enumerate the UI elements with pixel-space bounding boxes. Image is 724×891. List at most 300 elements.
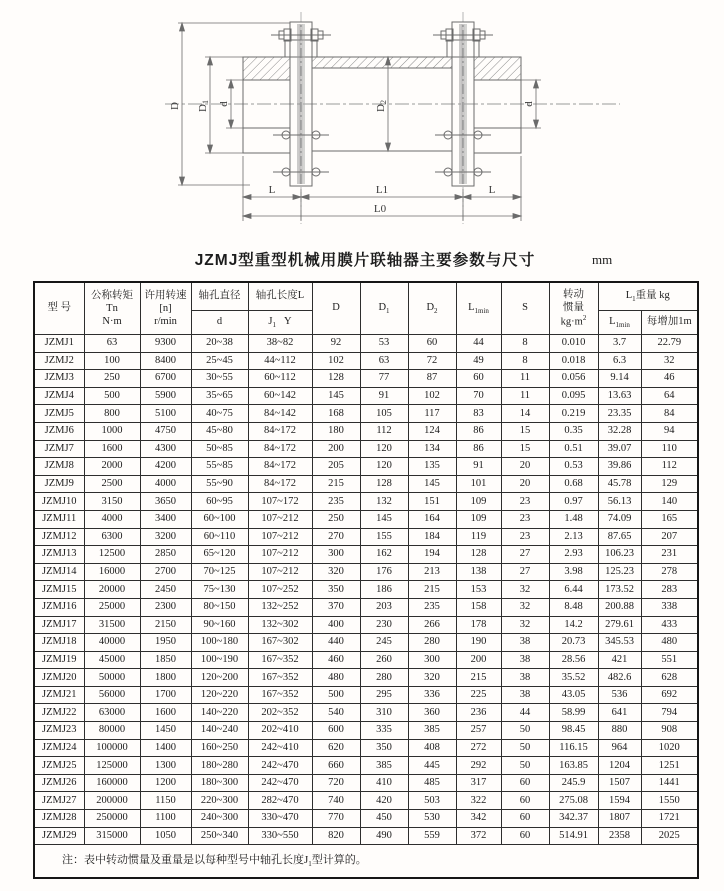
value-cell: 235	[408, 598, 456, 616]
value-cell: 250~340	[191, 827, 248, 845]
value-cell: 0.51	[549, 440, 598, 458]
value-cell: 1100	[140, 810, 191, 828]
model-cell: JZMJ4	[34, 387, 84, 405]
value-cell: 27	[501, 546, 549, 564]
value-cell: 1.48	[549, 510, 598, 528]
header-D: D	[312, 282, 360, 335]
value-cell: 60~110	[191, 528, 248, 546]
value-cell: 40~75	[191, 405, 248, 423]
value-cell: 38	[501, 634, 549, 652]
value-cell: 315000	[84, 827, 140, 845]
value-cell: 3200	[140, 528, 191, 546]
header-speed	[140, 282, 191, 335]
value-cell: 215	[408, 581, 456, 599]
value-cell: 295	[360, 686, 408, 704]
value-cell: 49	[456, 352, 501, 370]
value-cell: 8400	[140, 352, 191, 370]
value-cell: 138	[456, 563, 501, 581]
value-cell: 242~410	[248, 739, 312, 757]
value-cell: 240~300	[191, 810, 248, 828]
value-cell: 1150	[140, 792, 191, 810]
value-cell: 9.14	[598, 370, 641, 388]
value-cell: 110	[641, 440, 698, 458]
table-row	[34, 598, 698, 616]
value-cell: 23	[501, 493, 549, 511]
value-cell: 310	[360, 704, 408, 722]
value-cell: 279.61	[598, 616, 641, 634]
value-cell: 360	[408, 704, 456, 722]
model-cell: JZMJ18	[34, 634, 84, 652]
value-cell: 120~220	[191, 686, 248, 704]
dimension-labels	[169, 100, 535, 215]
value-cell: 101	[456, 475, 501, 493]
dim-label-L0: L0	[373, 203, 387, 215]
header-inertia	[549, 282, 598, 335]
value-cell: 1450	[140, 722, 191, 740]
value-cell: 4200	[140, 458, 191, 476]
value-cell: 176	[360, 563, 408, 581]
value-cell: 20	[501, 458, 549, 476]
value-cell: 0.97	[549, 493, 598, 511]
value-cell: 3.7	[598, 335, 641, 353]
value-cell: 30~55	[191, 370, 248, 388]
value-cell: 205	[312, 458, 360, 476]
value-cell: 207	[641, 528, 698, 546]
model-cell: JZMJ1	[34, 335, 84, 353]
value-cell: 514.91	[549, 827, 598, 845]
value-cell: 2150	[140, 616, 191, 634]
value-cell: 8	[501, 335, 549, 353]
model-cell: JZMJ13	[34, 546, 84, 564]
table-row	[34, 352, 698, 370]
value-cell: 23	[501, 528, 549, 546]
value-cell: 117	[408, 405, 456, 423]
value-cell: 292	[456, 757, 501, 775]
dim-label-L-left: L	[268, 184, 276, 196]
value-cell: 200	[456, 651, 501, 669]
value-cell: 6700	[140, 370, 191, 388]
value-cell: 50	[501, 722, 549, 740]
value-cell: 44~112	[248, 352, 312, 370]
model-cell: JZMJ20	[34, 669, 84, 687]
header-D1: $D_1$	[360, 282, 408, 335]
value-cell: 350	[360, 739, 408, 757]
value-cell: 32	[501, 581, 549, 599]
value-cell: 112	[360, 422, 408, 440]
value-cell: 190	[456, 634, 501, 652]
value-cell: 64	[641, 387, 698, 405]
model-cell: JZMJ22	[34, 704, 84, 722]
value-cell: 202~410	[248, 722, 312, 740]
value-cell: 98.45	[549, 722, 598, 740]
value-cell: 236	[456, 704, 501, 722]
value-cell: 60	[501, 792, 549, 810]
value-cell: 4300	[140, 440, 191, 458]
table-row	[34, 827, 698, 845]
value-cell: 0.68	[549, 475, 598, 493]
value-cell: 5100	[140, 405, 191, 423]
value-cell: 540	[312, 704, 360, 722]
value-cell: 1200	[140, 774, 191, 792]
value-cell: 740	[312, 792, 360, 810]
value-cell: 45.78	[598, 475, 641, 493]
value-cell: 56000	[84, 686, 140, 704]
value-cell: 145	[360, 510, 408, 528]
value-cell: 63	[84, 335, 140, 353]
model-cell: JZMJ2	[34, 352, 84, 370]
value-cell: 1300	[140, 757, 191, 775]
value-cell: 27	[501, 563, 549, 581]
value-cell: 1000	[84, 422, 140, 440]
value-cell: 250	[312, 510, 360, 528]
value-cell: 6.3	[598, 352, 641, 370]
value-cell: 14.2	[549, 616, 598, 634]
value-cell: 408	[408, 739, 456, 757]
table-row	[34, 528, 698, 546]
value-cell: 420	[360, 792, 408, 810]
value-cell: 60	[408, 335, 456, 353]
value-cell: 8.48	[549, 598, 598, 616]
value-cell: 16000	[84, 563, 140, 581]
value-cell: 132~302	[248, 616, 312, 634]
value-cell: 530	[408, 810, 456, 828]
value-cell: 32	[501, 598, 549, 616]
table-row	[34, 370, 698, 388]
model-cell: JZMJ25	[34, 757, 84, 775]
footnote: 注：表中转动惯量及重量是以每种型号中轴孔长度$J_1$型计算的。	[34, 845, 698, 879]
value-cell: 87	[408, 370, 456, 388]
value-cell: 173.52	[598, 581, 641, 599]
dim-label-D1: D1	[197, 100, 210, 112]
value-cell: 275.08	[549, 792, 598, 810]
value-cell: 60	[501, 774, 549, 792]
model-cell: JZMJ9	[34, 475, 84, 493]
value-cell: 120	[360, 458, 408, 476]
value-cell: 794	[641, 704, 698, 722]
value-cell: 440	[312, 634, 360, 652]
coupling-technical-drawing	[0, 0, 724, 248]
value-cell: 12500	[84, 546, 140, 564]
value-cell: 46	[641, 370, 698, 388]
value-cell: 0.53	[549, 458, 598, 476]
value-cell: 490	[360, 827, 408, 845]
value-cell: 87.65	[598, 528, 641, 546]
value-cell: 350	[312, 581, 360, 599]
value-cell: 63	[360, 352, 408, 370]
value-cell: 482.6	[598, 669, 641, 687]
header-inertia-unit: $kg\cdot m^2$	[560, 314, 587, 328]
value-cell: 1251	[641, 757, 698, 775]
unit-label: mm	[592, 252, 613, 267]
value-cell: 70~125	[191, 563, 248, 581]
value-cell: 4000	[140, 475, 191, 493]
value-cell: 200.88	[598, 598, 641, 616]
dim-label-D2: D2	[375, 100, 388, 112]
value-cell: 109	[456, 493, 501, 511]
table-row	[34, 422, 698, 440]
value-cell: 480	[312, 669, 360, 687]
value-cell: 400	[312, 616, 360, 634]
value-cell: 20~38	[191, 335, 248, 353]
value-cell: 32.28	[598, 422, 641, 440]
header-weight-l1min: $L_{1min}$	[598, 311, 641, 335]
value-cell: 60	[456, 370, 501, 388]
value-cell: 2700	[140, 563, 191, 581]
value-cell: 50000	[84, 669, 140, 687]
value-cell: 480	[641, 634, 698, 652]
value-cell: 1550	[641, 792, 698, 810]
value-cell: 385	[360, 757, 408, 775]
value-cell: 162	[360, 546, 408, 564]
dim-label-L-right: L	[488, 184, 496, 196]
value-cell: 80~150	[191, 598, 248, 616]
value-cell: 125000	[84, 757, 140, 775]
table-row	[34, 563, 698, 581]
value-cell: 2450	[140, 581, 191, 599]
value-cell: 8	[501, 352, 549, 370]
model-cell: JZMJ3	[34, 370, 84, 388]
value-cell: 200	[312, 440, 360, 458]
value-cell: 280	[360, 669, 408, 687]
model-cell: JZMJ6	[34, 422, 84, 440]
model-cell: JZMJ11	[34, 510, 84, 528]
value-cell: 215	[312, 475, 360, 493]
value-cell: 22.79	[641, 335, 698, 353]
value-cell: 107~172	[248, 493, 312, 511]
value-cell: 43.05	[549, 686, 598, 704]
value-cell: 107~212	[248, 528, 312, 546]
value-cell: 55~85	[191, 458, 248, 476]
value-cell: 160~250	[191, 739, 248, 757]
right-hub	[474, 57, 521, 153]
value-cell: 39.07	[598, 440, 641, 458]
value-cell: 168	[312, 405, 360, 423]
value-cell: 84~172	[248, 440, 312, 458]
value-cell: 106.23	[598, 546, 641, 564]
dim-label-d-right: d	[523, 101, 535, 107]
value-cell: 370	[312, 598, 360, 616]
value-cell: 180~300	[191, 774, 248, 792]
value-cell: 433	[641, 616, 698, 634]
value-cell: 342.37	[549, 810, 598, 828]
value-cell: 322	[456, 792, 501, 810]
value-cell: 158	[456, 598, 501, 616]
parameters-table	[33, 281, 699, 879]
value-cell: 60	[501, 810, 549, 828]
header-S: S	[501, 282, 549, 335]
dim-label-D: D	[169, 102, 181, 110]
model-cell: JZMJ19	[34, 651, 84, 669]
table-row	[34, 722, 698, 740]
value-cell: 65~120	[191, 546, 248, 564]
value-cell: 124	[408, 422, 456, 440]
value-cell: 202~352	[248, 704, 312, 722]
value-cell: 260	[360, 651, 408, 669]
model-cell: JZMJ7	[34, 440, 84, 458]
value-cell: 100	[84, 352, 140, 370]
table-row	[34, 669, 698, 687]
value-cell: 278	[641, 563, 698, 581]
value-cell: 45000	[84, 651, 140, 669]
value-cell: 338	[641, 598, 698, 616]
model-cell: JZMJ8	[34, 458, 84, 476]
value-cell: 109	[456, 510, 501, 528]
model-cell: JZMJ14	[34, 563, 84, 581]
value-cell: 1204	[598, 757, 641, 775]
value-cell: 1441	[641, 774, 698, 792]
value-cell: 4750	[140, 422, 191, 440]
value-cell: 245	[360, 634, 408, 652]
value-cell: 167~302	[248, 634, 312, 652]
value-cell: 50	[501, 757, 549, 775]
value-cell: 445	[408, 757, 456, 775]
header-speed-unit: r/min	[154, 316, 177, 328]
value-cell: 460	[312, 651, 360, 669]
value-cell: 330~470	[248, 810, 312, 828]
value-cell: 86	[456, 440, 501, 458]
value-cell: 134	[408, 440, 456, 458]
value-cell: 317	[456, 774, 501, 792]
value-cell: 536	[598, 686, 641, 704]
value-cell: 1950	[140, 634, 191, 652]
value-cell: 1600	[140, 704, 191, 722]
value-cell: 25~45	[191, 352, 248, 370]
value-cell: 600	[312, 722, 360, 740]
header-torque-unit: N·m	[102, 316, 122, 328]
value-cell: 163.85	[549, 757, 598, 775]
value-cell: 242~470	[248, 774, 312, 792]
value-cell: 102	[312, 352, 360, 370]
value-cell: 1400	[140, 739, 191, 757]
value-cell: 125.23	[598, 563, 641, 581]
value-cell: 283	[641, 581, 698, 599]
value-cell: 300	[408, 651, 456, 669]
value-cell: 135	[408, 458, 456, 476]
table-row	[34, 774, 698, 792]
value-cell: 44	[501, 704, 549, 722]
value-cell: 63000	[84, 704, 140, 722]
value-cell: 84~172	[248, 475, 312, 493]
value-cell: 385	[408, 722, 456, 740]
value-cell: 272	[456, 739, 501, 757]
value-cell: 92	[312, 335, 360, 353]
value-cell: 2500	[84, 475, 140, 493]
value-cell: 0.219	[549, 405, 598, 423]
value-cell: 20.73	[549, 634, 598, 652]
table-row	[34, 686, 698, 704]
value-cell: 15	[501, 440, 549, 458]
value-cell: 0.010	[549, 335, 598, 353]
value-cell: 266	[408, 616, 456, 634]
value-cell: 32	[501, 616, 549, 634]
value-cell: 2358	[598, 827, 641, 845]
value-cell: 225	[456, 686, 501, 704]
value-cell: 55~90	[191, 475, 248, 493]
value-cell: 84	[641, 405, 698, 423]
value-cell: 3650	[140, 493, 191, 511]
header-speed-cn: 许用转速	[144, 289, 187, 301]
header-bore-length: 轴孔长度L	[248, 282, 312, 311]
value-cell: 330~550	[248, 827, 312, 845]
value-cell: 60~95	[191, 493, 248, 511]
value-cell: 620	[312, 739, 360, 757]
value-cell: 250	[84, 370, 140, 388]
value-cell: 38	[501, 651, 549, 669]
header-D2: $D_2$	[408, 282, 456, 335]
value-cell: 230	[360, 616, 408, 634]
header-model: 型 号	[34, 282, 84, 335]
value-cell: 45~80	[191, 422, 248, 440]
value-cell: 116.15	[549, 739, 598, 757]
value-cell: 235	[312, 493, 360, 511]
value-cell: 336	[408, 686, 456, 704]
value-cell: 145	[312, 387, 360, 405]
value-cell: 86	[456, 422, 501, 440]
value-cell: 410	[360, 774, 408, 792]
value-cell: 13.63	[598, 387, 641, 405]
value-cell: 641	[598, 704, 641, 722]
value-cell: 70	[456, 387, 501, 405]
value-cell: 107~252	[248, 581, 312, 599]
value-cell: 964	[598, 739, 641, 757]
header-inertia-cn2: 惯量	[563, 302, 584, 314]
header-torque-symbol: Tn	[106, 302, 118, 314]
model-cell: JZMJ27	[34, 792, 84, 810]
value-cell: 60~100	[191, 510, 248, 528]
value-cell: 44	[456, 335, 501, 353]
dimension-lines	[178, 23, 541, 221]
header-weight-per-meter: 每增加1m	[641, 311, 698, 335]
value-cell: 72	[408, 352, 456, 370]
value-cell: 91	[456, 458, 501, 476]
value-cell: 38~82	[248, 335, 312, 353]
value-cell: 6.44	[549, 581, 598, 599]
value-cell: 1507	[598, 774, 641, 792]
value-cell: 132~252	[248, 598, 312, 616]
value-cell: 1594	[598, 792, 641, 810]
value-cell: 257	[456, 722, 501, 740]
table-row	[34, 792, 698, 810]
header-speed-symbol: [n]	[159, 302, 172, 314]
model-cell: JZMJ24	[34, 739, 84, 757]
table-row	[34, 387, 698, 405]
value-cell: 128	[360, 475, 408, 493]
value-cell: 1020	[641, 739, 698, 757]
header-bore-length-j1y: $J_1$ Y	[248, 311, 312, 335]
value-cell: 250000	[84, 810, 140, 828]
table-row	[34, 510, 698, 528]
value-cell: 153	[456, 581, 501, 599]
model-cell: JZMJ12	[34, 528, 84, 546]
value-cell: 129	[641, 475, 698, 493]
table-row	[34, 739, 698, 757]
value-cell: 2300	[140, 598, 191, 616]
value-cell: 908	[641, 722, 698, 740]
dim-label-d-left: d	[218, 101, 230, 107]
value-cell: 2000	[84, 458, 140, 476]
value-cell: 20000	[84, 581, 140, 599]
model-cell: JZMJ16	[34, 598, 84, 616]
value-cell: 60	[501, 827, 549, 845]
value-cell: 155	[360, 528, 408, 546]
table-row	[34, 335, 698, 353]
table-row	[34, 704, 698, 722]
value-cell: 345.53	[598, 634, 641, 652]
value-cell: 450	[360, 810, 408, 828]
value-cell: 720	[312, 774, 360, 792]
value-cell: 15	[501, 422, 549, 440]
value-cell: 1600	[84, 440, 140, 458]
